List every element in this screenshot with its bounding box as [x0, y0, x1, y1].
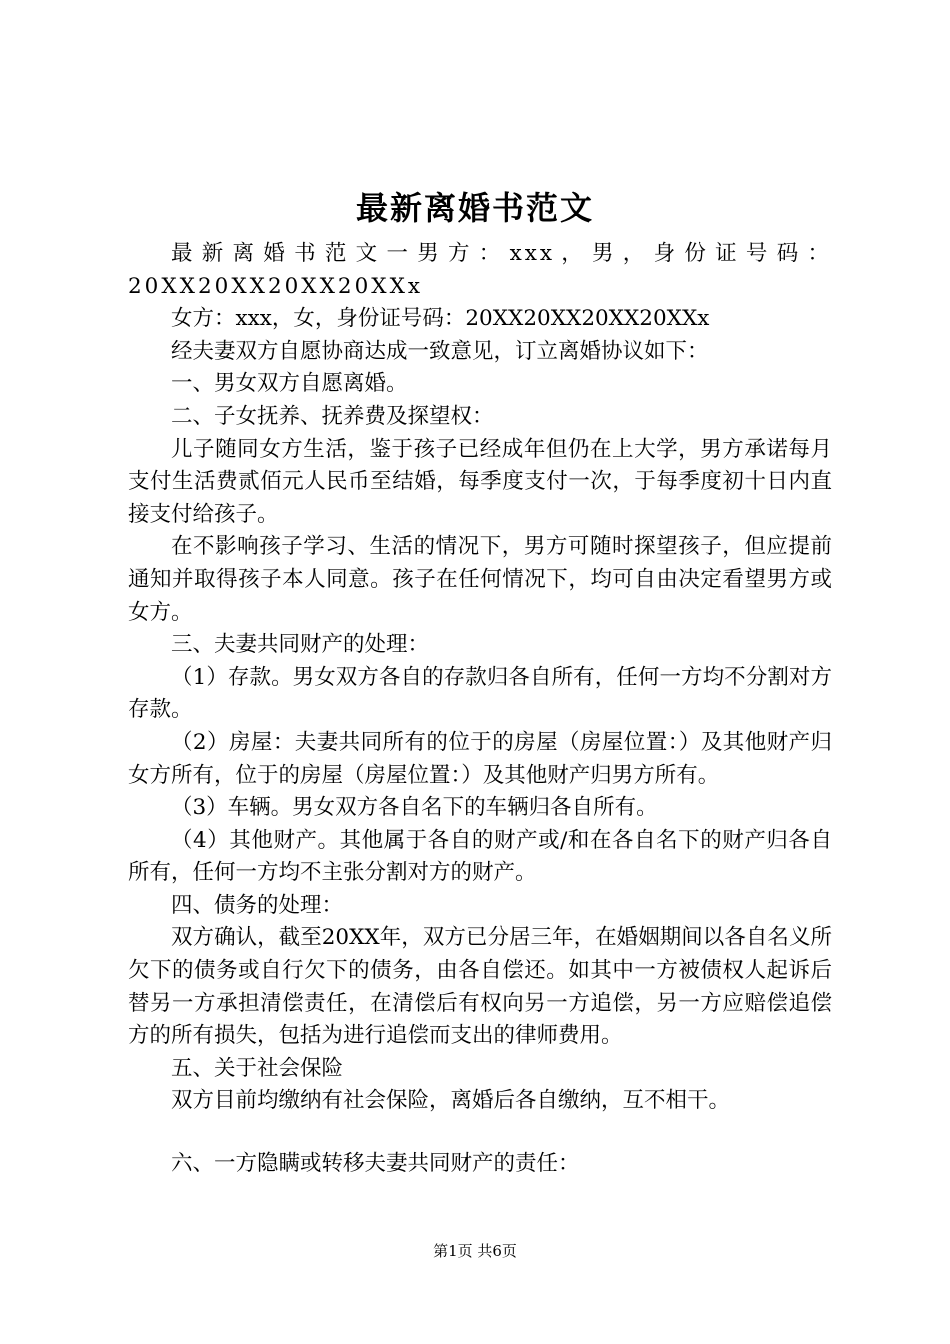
paragraph-savings: （1）存款。男女双方各自的存款归各自所有，任何一方均不分割对方存款。: [128, 664, 832, 723]
section-heading-3: 三、夫妻共同财产的处理：: [171, 632, 430, 658]
paragraph-visitation: 在不影响孩子学习、生活的情况下，男方可随时探望孩子，但应提前通知并取得孩子本人同意。孩子在任何情况下，均可自由决定看望男方或女方。: [128, 534, 832, 625]
section-heading-5: 五、关于社会保险: [171, 1055, 344, 1081]
paragraph-child-support: 儿子随同女方生活，鉴于孩子已经成年但仍在上大学，男方承诺每月支付生活费贰佰元人民币至结婚，每季度支付一次，于每季度初十日内直接支付给孩子。: [128, 436, 832, 527]
paragraph-debts: 双方确认，截至20XX年，双方已分居三年，在婚姻期间以各自名义所欠下的债务或自行欠下的债务，由各自偿还。如其中一方被债权人起诉后替另一方承担清偿责任，在清偿后有权向另一方追偿，另一方应赔偿追偿方的所有损失，包括为进行追偿而支出的律师费用。: [128, 925, 832, 1049]
paragraph-social-insurance: 双方目前均缴纳有社会保险，离婚后各自缴纳，互不相干。: [171, 1088, 731, 1114]
paragraph-female-party: 女方：xxx，女，身份证号码：20XX20XX20XX20XXx: [171, 306, 710, 332]
document-title: 最新离婚书范文: [355, 189, 594, 227]
section-heading-2: 二、子女抚养、抚养费及探望权：: [171, 403, 494, 429]
paragraph-housing: （2）房屋：夫妻共同所有的位于的房屋（房屋位置：）及其他财产归女方所有，位于的房屋（房屋位置：）及其他财产归男方所有。: [128, 729, 832, 788]
paragraph-agreement: 经夫妻双方自愿协商达成一致意见，订立离婚协议如下：: [171, 338, 709, 364]
section-heading-1: 一、男女双方自愿离婚。: [171, 371, 408, 397]
document-body: [128, 238, 832, 1181]
section-heading-4: 四、债务的处理：: [171, 892, 344, 918]
section-heading-6: 六、一方隐瞒或转移夫妻共同财产的责任：: [171, 1151, 580, 1177]
page-footer: 第1页 共6页: [433, 1242, 517, 1260]
paragraph-other-property: （4）其他财产。其他属于各自的财产或/和在各自名下的财产归各自所有，任何一方均不主张分割对方的财产。: [128, 827, 832, 886]
paragraph-intro: 最新离婚书范文一男方：xxx，男，身份证号码：20XX20XX20XX20XXx: [128, 241, 832, 299]
paragraph-vehicles: （3）车辆。男女双方各自名下的车辆归各自所有。: [171, 795, 658, 821]
